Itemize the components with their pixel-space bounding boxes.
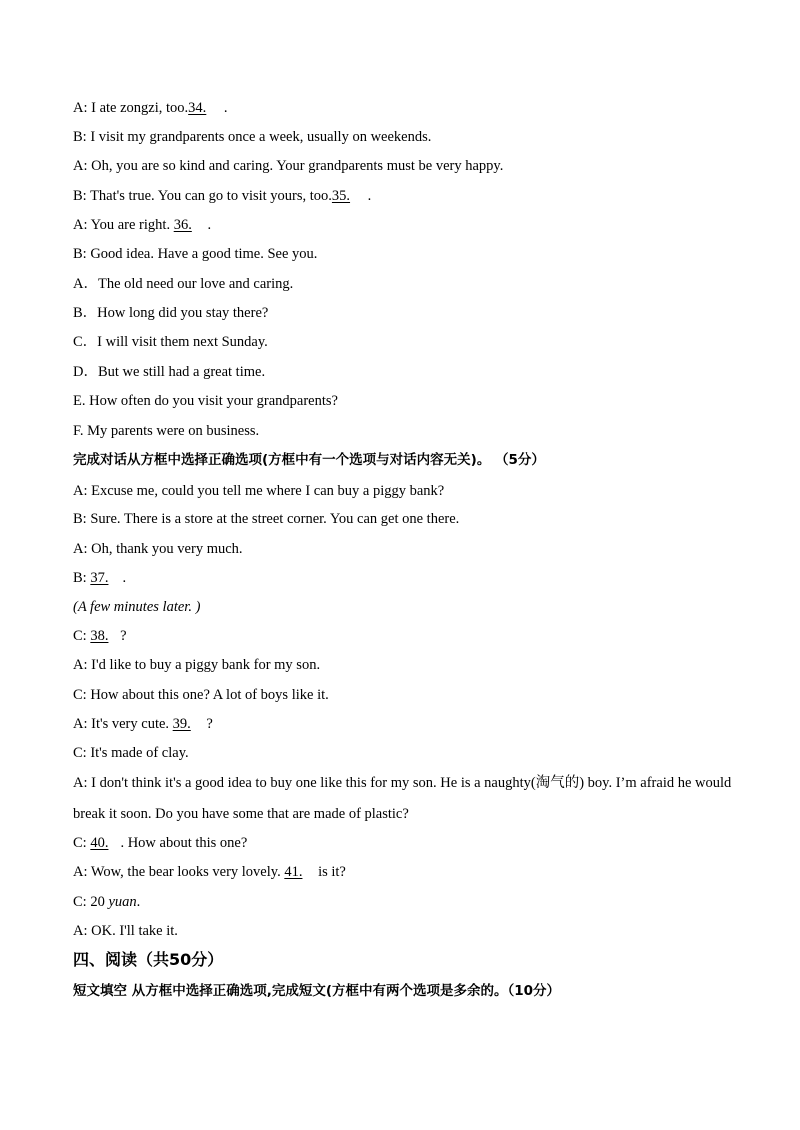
line-text: A: Wow, the bear looks very lovely. xyxy=(73,864,285,880)
dialogue-line: A: I don't think it's a good idea to buy one like this for my son. He is a naughty(淘气的) boy. I’m afraid he would xyxy=(73,775,732,791)
line-text: C: xyxy=(73,628,91,644)
option-d: D．But we still had a great time. xyxy=(73,364,266,380)
dialogue-line-40 xyxy=(73,834,247,852)
option-b: B．How long did you stay there? xyxy=(73,305,269,321)
dialogue-line-36 xyxy=(73,216,211,234)
answer-blank-39: 39. xyxy=(172,716,191,732)
line-text: A: I ate zongzi, too. xyxy=(73,100,189,116)
line-text: . xyxy=(364,188,372,204)
option-a: A．The old need our love and caring. xyxy=(73,276,294,292)
dialogue-line: A: Oh, you are so kind and caring. Your grandparents must be very happy. xyxy=(73,158,504,174)
question-instruction: 短文填空 从方框中选择正确选项,完成短文(方框中有两个选项是多余的。（10分） xyxy=(73,983,561,999)
dialogue-line-41 xyxy=(73,863,346,881)
section-heading: 四、阅读（共50分） xyxy=(73,950,224,969)
dialogue-line-34 xyxy=(73,99,228,117)
line-text: B: xyxy=(73,570,91,586)
dialogue-line-35 xyxy=(73,187,371,205)
stage-direction: (A few minutes later. ) xyxy=(73,599,201,615)
dialogue-line-price xyxy=(73,893,140,911)
line-text: is it? xyxy=(314,864,346,880)
answer-blank-40: 40. xyxy=(90,835,109,851)
answer-blank-36: 36. xyxy=(173,217,192,233)
answer-blank-34: 34. xyxy=(188,100,207,116)
answer-blank-38: 38. xyxy=(90,628,109,644)
line-text: . xyxy=(136,894,141,910)
answer-blank-41: 41. xyxy=(284,864,303,880)
dialogue-line-38 xyxy=(73,627,127,645)
line-text: B: That's true. You can go to visit yours, too. xyxy=(73,188,332,204)
dialogue-line: B: Good idea. Have a good time. See you. xyxy=(73,246,318,262)
dialogue-line: B: Sure. There is a store at the street corner. You can get one there. xyxy=(73,511,460,527)
dialogue-line: A: Excuse me, could you tell me where I can buy a piggy bank? xyxy=(73,483,445,499)
line-text: . xyxy=(220,100,228,116)
answer-blank-35: 35. xyxy=(331,188,351,204)
dialogue-line: C: It's made of clay. xyxy=(73,745,189,761)
line-text: C: xyxy=(73,835,91,851)
dialogue-line: A: Oh, thank you very much. xyxy=(73,541,243,557)
answer-blank-37: 37. xyxy=(90,570,109,586)
line-text: A: You are right. xyxy=(73,217,174,233)
dialogue-line: C: How about this one? A lot of boys like it. xyxy=(73,687,329,703)
question-instruction: 完成对话从方框中选择正确选项(方框中有一个选项与对话内容无关)。 （5分） xyxy=(73,452,545,468)
dialogue-line: break it soon. Do you have some that are made of plastic? xyxy=(73,806,409,822)
option-e: E. How often do you visit your grandparents? xyxy=(73,393,338,409)
option-f: F. My parents were on business. xyxy=(73,423,260,439)
option-c: C．I will visit them next Sunday. xyxy=(73,334,268,350)
line-text: . How about this one? xyxy=(120,835,248,851)
dialogue-line: A: OK. I'll take it. xyxy=(73,923,178,939)
line-text: ? xyxy=(116,628,127,644)
line-text: A: It's very cute. xyxy=(73,716,173,732)
line-text: C: 20 xyxy=(73,894,109,910)
dialogue-line-37 xyxy=(73,569,126,587)
currency-word: yuan xyxy=(108,894,137,910)
line-text: ? xyxy=(202,716,213,732)
dialogue-line: B: I visit my grandparents once a week, usually on weekends. xyxy=(73,129,432,145)
dialogue-line: A: I'd like to buy a piggy bank for my son. xyxy=(73,657,321,673)
dialogue-line-39 xyxy=(73,715,213,733)
line-text: . xyxy=(203,217,212,233)
line-text: . xyxy=(122,570,127,586)
